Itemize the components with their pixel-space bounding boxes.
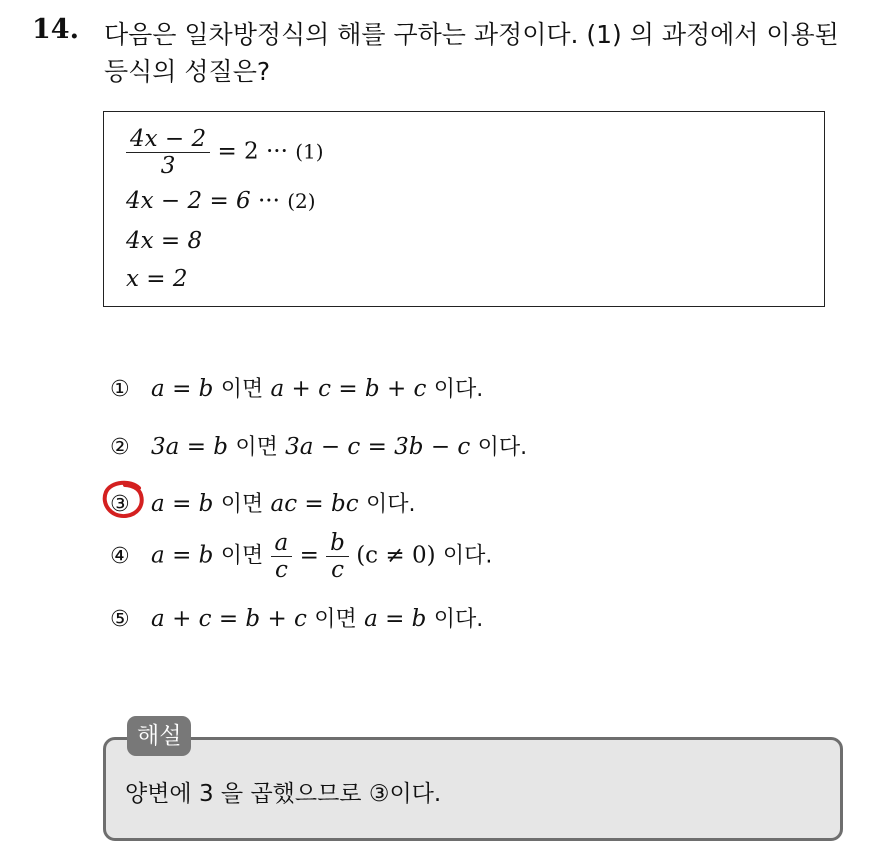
dots: ··· [257, 188, 280, 214]
choice-connector: 이면 [220, 492, 264, 517]
fraction [126, 126, 210, 179]
choice-condition: a = b [151, 376, 214, 402]
choice-connector: 이면 [220, 543, 264, 569]
choice-1[interactable] [110, 372, 483, 403]
solution-process-box [103, 111, 825, 307]
dots: ··· [265, 138, 288, 165]
choice-ending: 이다. [433, 377, 484, 402]
choice-5[interactable] [110, 602, 483, 633]
choice-number: ② [110, 435, 130, 460]
choice-result: 3a − c = 3b − c [285, 434, 471, 460]
choice-connector: 이면 [220, 377, 264, 402]
choice-number: ⑤ [110, 607, 130, 632]
choice-ending: 이다. [477, 435, 528, 460]
choice-ending: 이다. [433, 607, 484, 632]
fraction-denominator: c [331, 557, 344, 583]
choice-condition: 3a = b [151, 434, 229, 460]
explanation-text: 양변에 3 을 곱했으므로 ③이다. [125, 781, 442, 807]
equation-rhs: = 2 [217, 138, 259, 165]
equation-line-1 [126, 126, 324, 179]
equation-line-3: 4x = 8 [126, 228, 203, 254]
choice-condition-note: (c ≠ 0) [356, 542, 436, 569]
equals-sign: = [299, 542, 319, 569]
step-tag: (2) [287, 189, 316, 213]
equation-text: 4x − 2 = 6 [126, 188, 251, 214]
choice-result: a + c = b + c [270, 376, 427, 402]
choice-3[interactable] [110, 487, 415, 518]
choice-result: ac = bc [270, 491, 359, 517]
fraction-a-over-c [271, 530, 293, 583]
choice-4[interactable] [110, 530, 492, 583]
choice-number: ① [110, 377, 130, 402]
fraction-numerator: a [271, 530, 293, 557]
choice-condition: a + c = b + c [151, 606, 307, 632]
choice-condition: a = b [151, 542, 214, 569]
choice-ending: 이다. [365, 492, 416, 517]
fraction-numerator: 4x − 2 [126, 126, 210, 153]
equation-line-4: x = 2 [126, 266, 188, 292]
choice-condition: a = b [151, 491, 214, 517]
choice-number: ③ [110, 492, 130, 517]
fraction-denominator: c [274, 557, 288, 583]
question-line-1: 다음은 일차방정식의 해를 구하는 과정이다. (1) 의 과정에서 이용된 [104, 20, 839, 49]
fraction-numerator: b [326, 530, 349, 557]
question-text [104, 16, 874, 90]
fraction-denominator: 3 [160, 153, 176, 179]
question-number: 14. [32, 14, 79, 45]
choice-number: ④ [110, 543, 130, 569]
choice-connector: 이면 [314, 607, 357, 632]
question-line-2: 등식의 성질은? [104, 57, 271, 86]
equation-line-2 [126, 188, 316, 214]
choice-result: a = b [364, 606, 427, 632]
fraction-b-over-c [326, 530, 349, 583]
choice-connector: 이면 [235, 435, 278, 460]
step-tag: (1) [295, 139, 324, 164]
explanation-tag: 해설 [127, 716, 191, 756]
choice-ending: 이다. [442, 543, 493, 569]
choice-2[interactable] [110, 430, 527, 461]
